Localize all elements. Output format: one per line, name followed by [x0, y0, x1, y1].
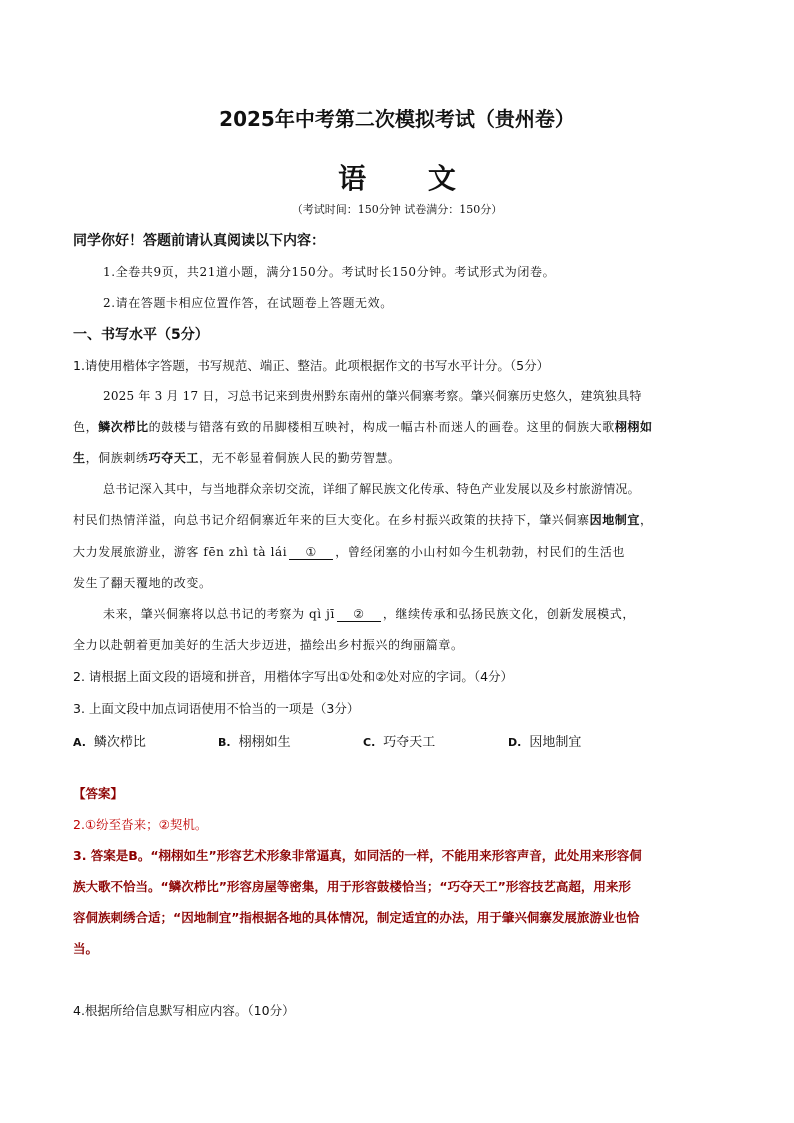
- option-c: [363, 731, 435, 750]
- passage-p3-line2: 全力以赴朝着更加美好的生活大步迈进，描绘出乡村振兴的绚丽篇章。: [73, 638, 464, 652]
- option-text: 因地制宜: [529, 735, 582, 750]
- answer-2: 2.①纷至沓来；②契机。: [73, 817, 208, 832]
- answer-3-line2: 族大歌不恰当。“鳞次栉比”形容房屋等密集，用于形容鼓楼恰当；“巧夺天工”形容技艺高超，用来形: [73, 879, 631, 894]
- answer-3-line3: 容侗族刺绣合适；“因地制宜”指根据各地的具体情况，制定适宜的办法，用于肇兴侗寨发展旅游业也恰: [73, 910, 640, 925]
- question-1: 1.请使用楷体字答题，书写规范、端正、整洁。此项根据作文的书写水平计分。（5分）: [73, 358, 550, 373]
- passage-p1-line2: [73, 418, 653, 435]
- option-letter: B.: [218, 736, 231, 749]
- passage-text: 色，: [73, 420, 99, 434]
- passage-text: ，曾经闭塞的小山村如今生机勃勃，村民们的生活也: [335, 545, 626, 559]
- dotted-word-d: 因地制宜: [589, 513, 641, 527]
- dotted-word-a: 鳞次栉比: [98, 420, 149, 434]
- answer-label: 【答案】: [73, 786, 124, 801]
- option-text: 巧夺天工: [383, 735, 436, 750]
- passage-p2-line2: [73, 511, 653, 528]
- passage-p1-line1: 2025 年 3 月 17 日，习总书记来到贵州黔东南州的肇兴侗寨考察。肇兴侗寨历史悠久，建筑独具特: [103, 389, 642, 403]
- pinyin-prompt-1: 大力发展旅游业，游客 fēn zhì tà lái: [73, 545, 288, 559]
- passage-text: ，无不彰显着侗族人民的勤劳智慧。: [199, 451, 401, 465]
- question-3: 3. 上面文段中加点词语使用不恰当的一项是（3分）: [73, 701, 360, 716]
- passage-text: ，继续传承和弘扬民族文化，创新发展模式，: [382, 607, 635, 621]
- subject-title: 语 文: [338, 162, 482, 195]
- question-4: 4.根据所给信息默写相应内容。（10分）: [73, 1003, 295, 1018]
- option-letter: C.: [363, 736, 376, 749]
- blank-2: ②: [337, 608, 381, 622]
- passage-text: 的鼓楼与错落有致的吊脚楼相互映衬，构成一幅古朴而迷人的画卷。这里的侗族大歌: [148, 420, 615, 434]
- option-b: [218, 731, 291, 750]
- exam-info: （考试时间：150分钟 试卷满分：150分）: [291, 203, 503, 216]
- passage-p2-line4: 发生了翻天覆地的改变。: [73, 576, 212, 590]
- dotted-word-c: 巧夺天工: [148, 451, 200, 465]
- passage-text: ，侗族刺绣: [85, 451, 149, 465]
- passage-p2-line3: [73, 543, 625, 560]
- question-2: 2. 请根据上面文段的语境和拼音，用楷体字写出①处和②处对应的字词。（4分）: [73, 669, 514, 684]
- dotted-word-b-part: 栩栩如: [614, 420, 653, 434]
- passage-text: 村民们热情洋溢，向总书记介绍侗寨近年来的巨大变化。在乡村振兴政策的扶持下，肇兴侗寨: [73, 513, 590, 527]
- passage-p3-line1: [103, 605, 635, 622]
- instruction-item-1: 1.全卷共9页，共21道小题，满分150分。考试时长150分钟。考试形式为闭卷。: [103, 265, 556, 279]
- option-a: [73, 731, 146, 750]
- passage-text: ，: [640, 513, 653, 527]
- instructions-greeting: 同学你好！答题前请认真阅读以下内容：: [73, 233, 325, 249]
- option-d: [508, 731, 581, 750]
- option-text: 鳞次栉比: [93, 735, 146, 750]
- answer-3-line4: 当。: [73, 941, 99, 956]
- option-text: 栩栩如生: [238, 735, 291, 750]
- section-heading: 一、书写水平（5分）: [73, 327, 209, 343]
- answer-3-line1: 3. 答案是B。“栩栩如生”形容艺术形象非常逼真，如同活的一样，不能用来形容声音，此处用来形容侗: [73, 848, 642, 863]
- blank-1: ①: [289, 546, 333, 560]
- passage-p2-line1: 总书记深入其中，与当地群众亲切交流，详细了解民族文化传承、特色产业发展以及乡村旅游情况。: [103, 482, 640, 496]
- exam-title: 2025年中考第二次模拟考试（贵州卷）: [219, 107, 575, 131]
- passage-p1-line3: [73, 449, 401, 466]
- instruction-item-2: 2.请在答题卡相应位置作答，在试题卷上答题无效。: [103, 296, 393, 310]
- dotted-word-b-end: 生: [73, 451, 86, 465]
- option-letter: A.: [73, 736, 86, 749]
- pinyin-prompt-2: 未来，肇兴侗寨将以总书记的考察为 qì jī: [103, 607, 335, 621]
- option-letter: D.: [508, 736, 522, 749]
